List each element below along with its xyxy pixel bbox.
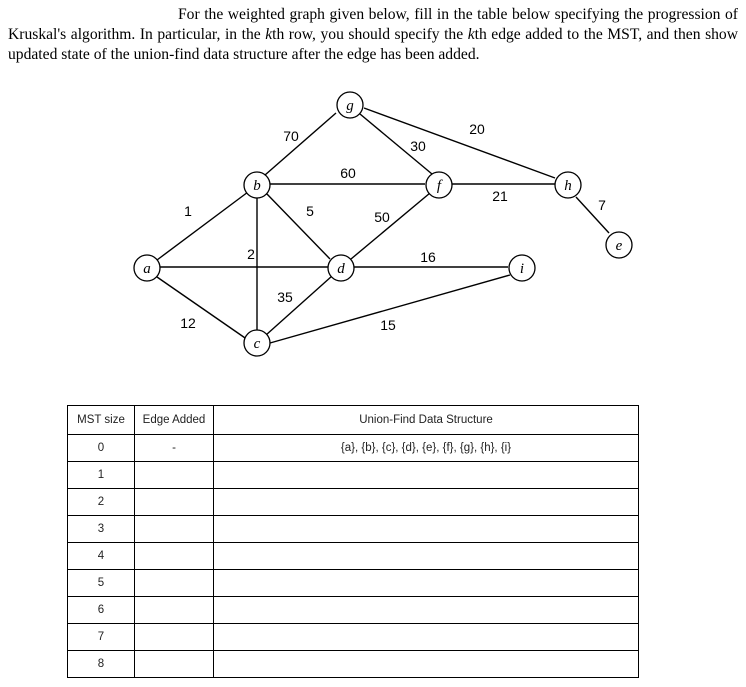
node-e [606, 232, 632, 258]
svg-text:a: a [143, 261, 151, 277]
kruskal-table [67, 405, 639, 678]
weight-b-c: 2 [247, 246, 255, 262]
cell-mst-size: 4 [68, 543, 135, 570]
node-c [244, 330, 270, 356]
cell-edge-added[interactable] [135, 543, 214, 570]
weight-a-b: 1 [184, 203, 192, 219]
cell-union-find[interactable] [214, 516, 639, 543]
cell-mst-size: 5 [68, 570, 135, 597]
cell-edge-added[interactable] [135, 624, 214, 651]
header-edge-added: Edge Added [135, 406, 214, 435]
node-a [134, 255, 160, 281]
cell-edge-added[interactable] [135, 462, 214, 489]
header-union-find: Union-Find Data Structure [214, 406, 639, 435]
node-g [337, 92, 363, 118]
prompt-k1: k [265, 26, 273, 43]
prompt-part2: th row, you should specify the [272, 26, 468, 43]
svg-text:d: d [337, 261, 345, 277]
cell-mst-size: 6 [68, 597, 135, 624]
weight-b-f: 60 [340, 165, 356, 181]
edge-g-h [364, 108, 555, 178]
table-row [68, 543, 639, 570]
cell-union-find[interactable] [214, 597, 639, 624]
prompt-part1: For the weighted graph given below, fill in the table below specifying the progression of Kruskal's algorithm. In particular, in the [8, 6, 738, 43]
table-header-row [68, 406, 639, 435]
edge-d-f [351, 193, 430, 259]
cell-mst-size: 2 [68, 489, 135, 516]
prompt-part3: th edge added to the MST, and then show updated state of the union-find data structure after the edge has been added. [8, 26, 738, 63]
table-row [68, 489, 639, 516]
table-row [68, 597, 639, 624]
weight-b-d: 5 [306, 203, 314, 219]
cell-edge-added[interactable] [135, 516, 214, 543]
cell-edge-added[interactable] [135, 651, 214, 678]
svg-text:g: g [346, 98, 354, 114]
cell-union-find[interactable] [214, 624, 639, 651]
table-row [68, 624, 639, 651]
table-row [68, 651, 639, 678]
svg-text:f: f [436, 178, 442, 194]
weight-a-c: 12 [180, 315, 196, 331]
edge-a-c [157, 277, 248, 340]
node-d [328, 255, 354, 281]
cell-union-find[interactable] [214, 651, 639, 678]
prompt-k2: k [467, 26, 475, 43]
edge-a-b [157, 192, 248, 260]
svg-text:i: i [519, 261, 525, 277]
cell-union-find[interactable] [214, 462, 639, 489]
node-f [426, 172, 452, 198]
weight-g-f: 30 [410, 138, 426, 154]
cell-edge-added[interactable] [135, 489, 214, 516]
cell-union-find[interactable] [214, 489, 639, 516]
edge-b-g [265, 113, 336, 175]
weight-f-h: 21 [492, 188, 508, 204]
table-row [68, 570, 639, 597]
cell-edge-added[interactable] [135, 597, 214, 624]
svg-text:h: h [564, 178, 572, 194]
cell-edge-added[interactable] [135, 570, 214, 597]
weight-h-e: 7 [598, 197, 606, 213]
weight-a-i: 16 [420, 249, 436, 265]
cell-edge-added[interactable]: - [135, 435, 214, 462]
cell-union-find[interactable] [214, 570, 639, 597]
table-row [68, 462, 639, 489]
weight-g-h: 20 [469, 121, 485, 137]
header-mst-size: MST size [68, 406, 135, 435]
svg-text:c: c [253, 336, 261, 352]
cell-union-find[interactable] [214, 543, 639, 570]
weight-d-f: 50 [374, 209, 390, 225]
edge-b-d [266, 193, 330, 259]
table-row [68, 435, 639, 462]
cell-mst-size: 0 [68, 435, 135, 462]
node-i [509, 255, 535, 281]
weight-c-i: 15 [380, 317, 396, 333]
svg-text:e: e [615, 238, 623, 254]
cell-union-find[interactable]: {a}, {b}, {c}, {d}, {e}, {f}, {g}, {h}, {i} [214, 435, 639, 462]
weight-b-g: 70 [283, 128, 299, 144]
node-b [244, 172, 270, 198]
node-h [555, 172, 581, 198]
table-row [68, 516, 639, 543]
svg-text:b: b [253, 178, 261, 194]
cell-mst-size: 8 [68, 651, 135, 678]
weight-c-d: 35 [277, 289, 293, 305]
cell-mst-size: 1 [68, 462, 135, 489]
edge-c-d [266, 276, 332, 335]
cell-mst-size: 3 [68, 516, 135, 543]
cell-mst-size: 7 [68, 624, 135, 651]
